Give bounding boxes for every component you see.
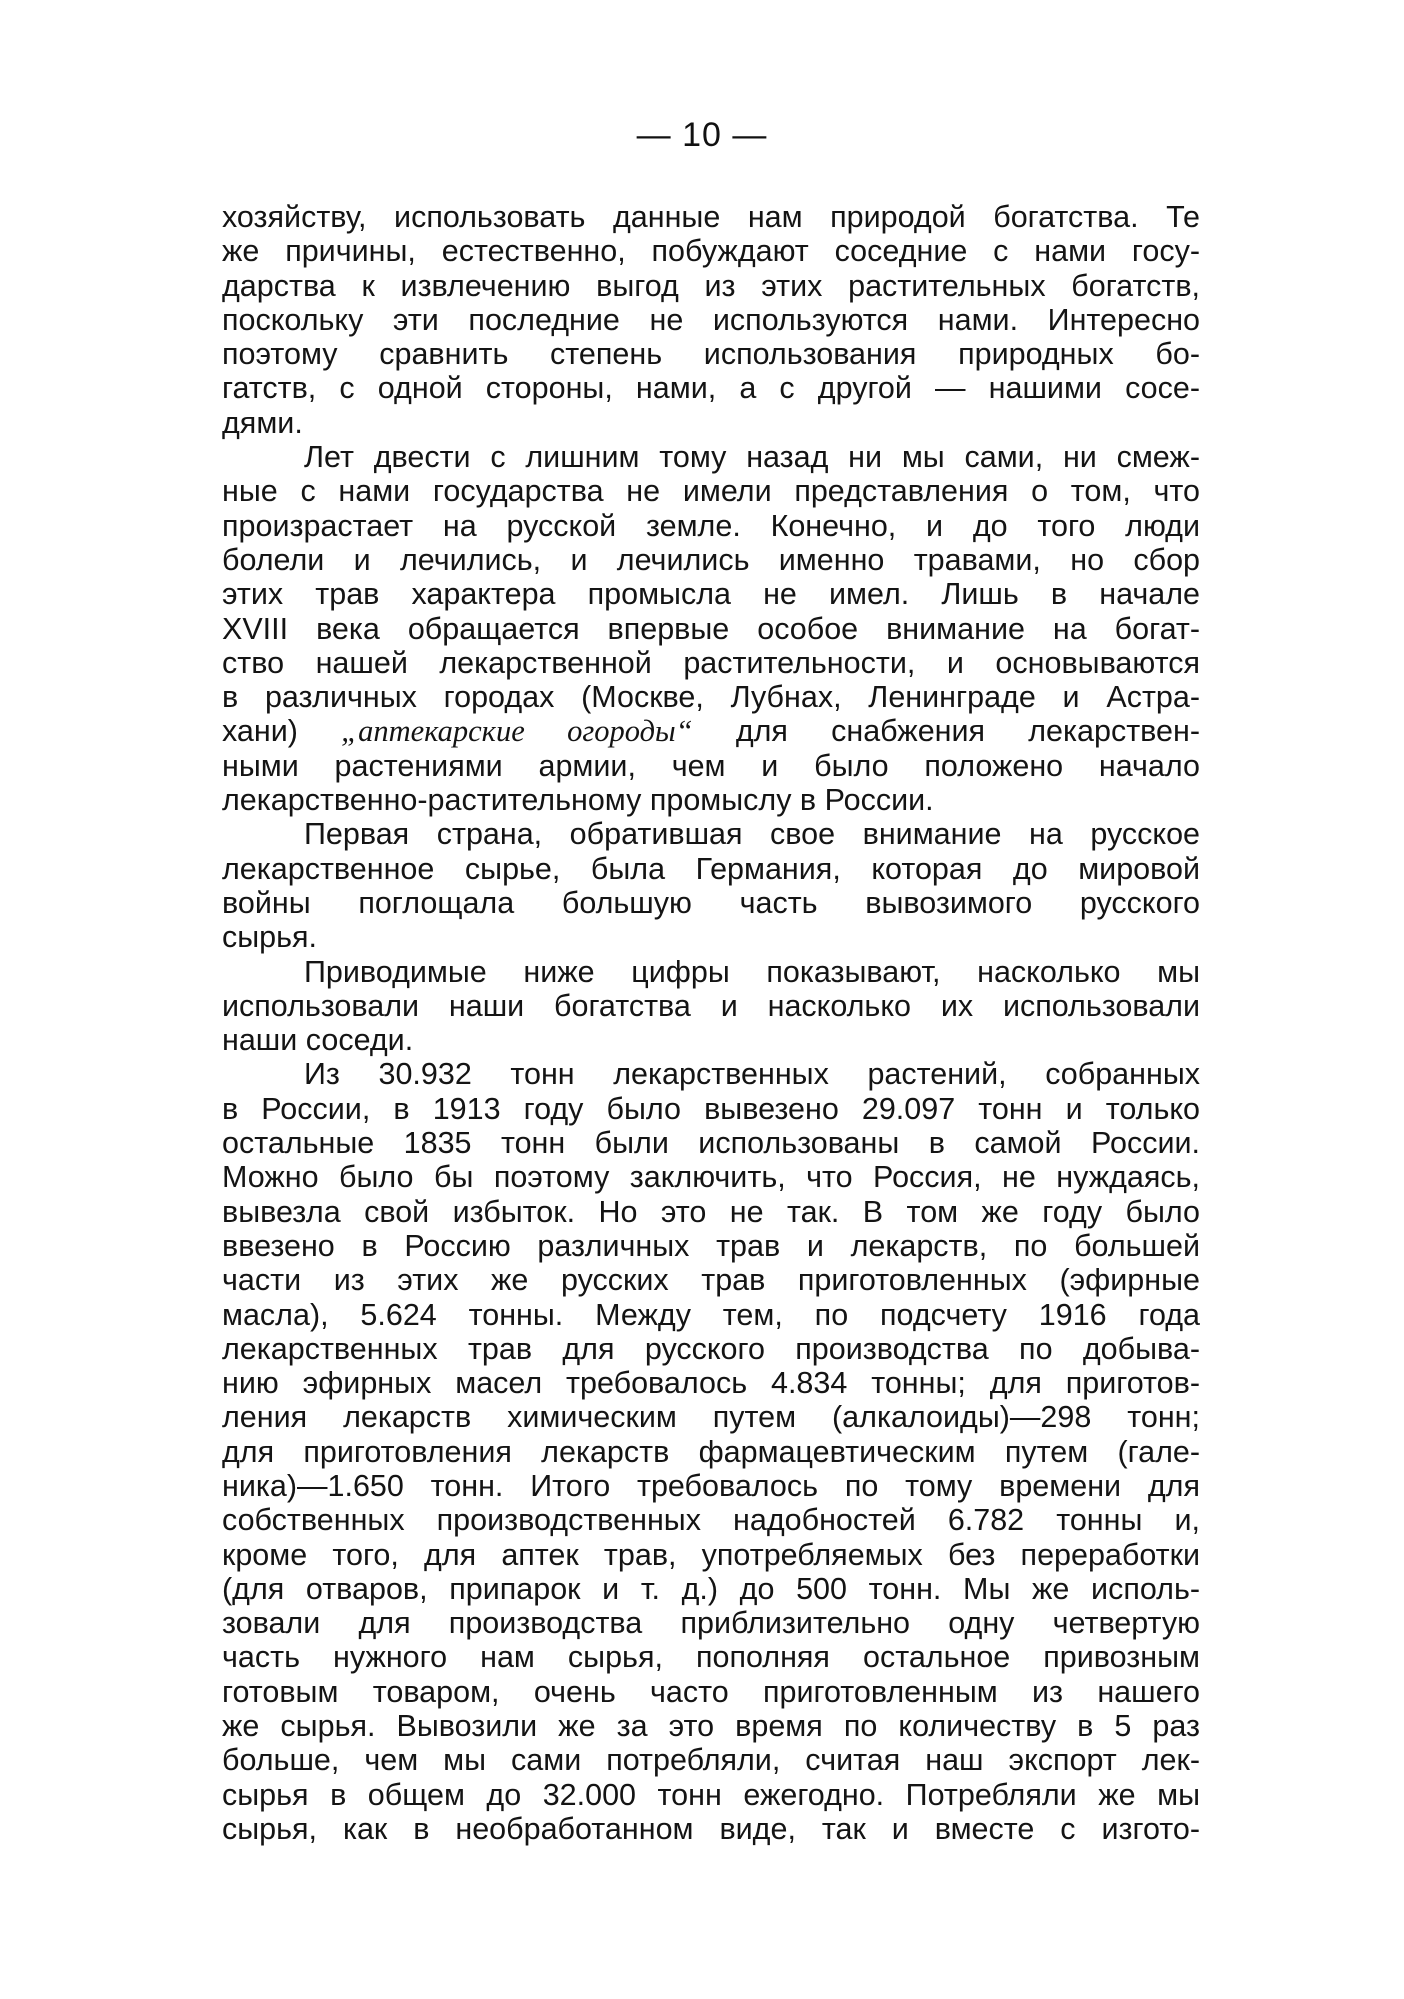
body-text xyxy=(222,200,1200,1846)
text-line: Первая страна, обратившая свое внимание на русское xyxy=(304,817,1200,852)
text-line: лекарственное сырье, была Германия, которая до мировой xyxy=(222,851,1200,886)
text-line: поскольку эти последние не используются нами. Интересно xyxy=(222,302,1200,337)
text-line: болели и лечились, и лечились именно травами, но сбор xyxy=(222,542,1200,577)
text-line: сырья, как в необработанном виде, так и вместе с изгото- xyxy=(222,1811,1200,1846)
text-line: Лет двести с лишним тому назад ни мы сами, ни смеж- xyxy=(304,440,1200,475)
text-line xyxy=(222,714,1200,748)
text-line: XVIII века обращается впервые особое внимание на богат- xyxy=(222,611,1200,646)
italic-phrase: „аптекарские огороды“ xyxy=(341,714,693,749)
text-line: Из 30.932 тонн лекарственных растений, собранных xyxy=(304,1057,1200,1092)
text-line: для приготовления лекарств фармацевтическим путем (гале- xyxy=(222,1434,1200,1469)
text-line: использовали наши богатства и насколько их использовали xyxy=(222,988,1200,1023)
text-line: кроме того, для аптек трав, употребляемых без переработки xyxy=(222,1537,1200,1572)
text-line: этих трав характера промысла не имел. Лишь в начале xyxy=(222,577,1200,612)
text-line: хозяйству, использовать данные нам природой богатства. Те xyxy=(222,200,1200,234)
text-line: зовали для производства приблизительно одну четвертую xyxy=(222,1606,1200,1641)
text-line: дями. xyxy=(222,405,303,440)
text-line: в России, в 1913 году было вывезено 29.097 тонн и только xyxy=(222,1091,1200,1126)
text-line: наши соседи. xyxy=(222,1023,414,1058)
text-line: готовым товаром, очень часто приготовленным из нашего xyxy=(222,1674,1200,1709)
page-number: — 10 — xyxy=(636,116,768,154)
text-line: части из этих же русских трав приготовленных (эфирные xyxy=(222,1263,1200,1298)
text-line: ными растениями армии, чем и было положено начало xyxy=(222,748,1200,783)
text-segment: для снабжения лекарствен- xyxy=(692,714,1200,749)
text-segment: хани) xyxy=(222,714,342,749)
text-line: масла), 5.624 тонны. Между тем, по подсчету 1916 года xyxy=(222,1297,1200,1332)
text-line: ника)—1.650 тонн. Итого требовалось по тому времени для xyxy=(222,1468,1200,1503)
text-line: Приводимые ниже цифры показывают, насколько мы xyxy=(304,954,1200,989)
text-line: нию эфирных масел требовалось 4.834 тонны; для приготов- xyxy=(222,1366,1200,1401)
text-line: вывезла свой избыток. Но это не так. В том же году было xyxy=(222,1194,1200,1229)
text-line: (для отваров, припарок и т. д.) до 500 тонн. Мы же исполь- xyxy=(222,1571,1200,1606)
text-line: сырья в общем до 32.000 тонн ежегодно. Потребляли же мы xyxy=(222,1777,1200,1812)
text-line: же причины, естественно, побуждают соседние с нами госу- xyxy=(222,234,1200,269)
text-line: поэтому сравнить степень использования природных бо- xyxy=(222,337,1200,372)
text-line: собственных производственных надобностей 6.782 тонны и, xyxy=(222,1503,1200,1538)
text-line: произрастает на русской земле. Конечно, и до того люди xyxy=(222,508,1200,543)
text-line: гатств, с одной стороны, нами, а с другой — нашими сосе- xyxy=(222,371,1200,406)
text-line: больше, чем мы сами потребляли, считая наш экспорт лек- xyxy=(222,1743,1200,1778)
text-line: остальные 1835 тонн были использованы в самой России. xyxy=(222,1126,1200,1161)
text-line: ные с нами государства не имели представления о том, что xyxy=(222,474,1200,509)
text-line: же сырья. Вывозили же за это время по количеству в 5 раз xyxy=(222,1709,1200,1744)
text-line: ство нашей лекарственной растительности, и основываются xyxy=(222,645,1200,680)
text-line: ввезено в Россию различных трав и лекарств, по большей xyxy=(222,1228,1200,1263)
text-line: Можно было бы поэтому заключить, что Россия, не нуждаясь, xyxy=(222,1160,1200,1195)
text-line: сырья. xyxy=(222,920,318,955)
text-line: дарства к извлечению выгод из этих растительных богатств, xyxy=(222,268,1200,303)
text-line: ления лекарств химическим путем (алкалоиды)—298 тонн; xyxy=(222,1400,1200,1435)
text-line: часть нужного нам сырья, пополняя остальное привозным xyxy=(222,1640,1200,1675)
text-line: войны поглощала большую часть вывозимого русского xyxy=(222,885,1200,920)
text-line: лекарственно-растительному промыслу в России. xyxy=(222,783,934,818)
text-line: в различных городах (Москве, Лубнах, Ленинграде и Астра- xyxy=(222,680,1200,715)
text-line: лекарственных трав для русского производства по добыва- xyxy=(222,1331,1200,1366)
